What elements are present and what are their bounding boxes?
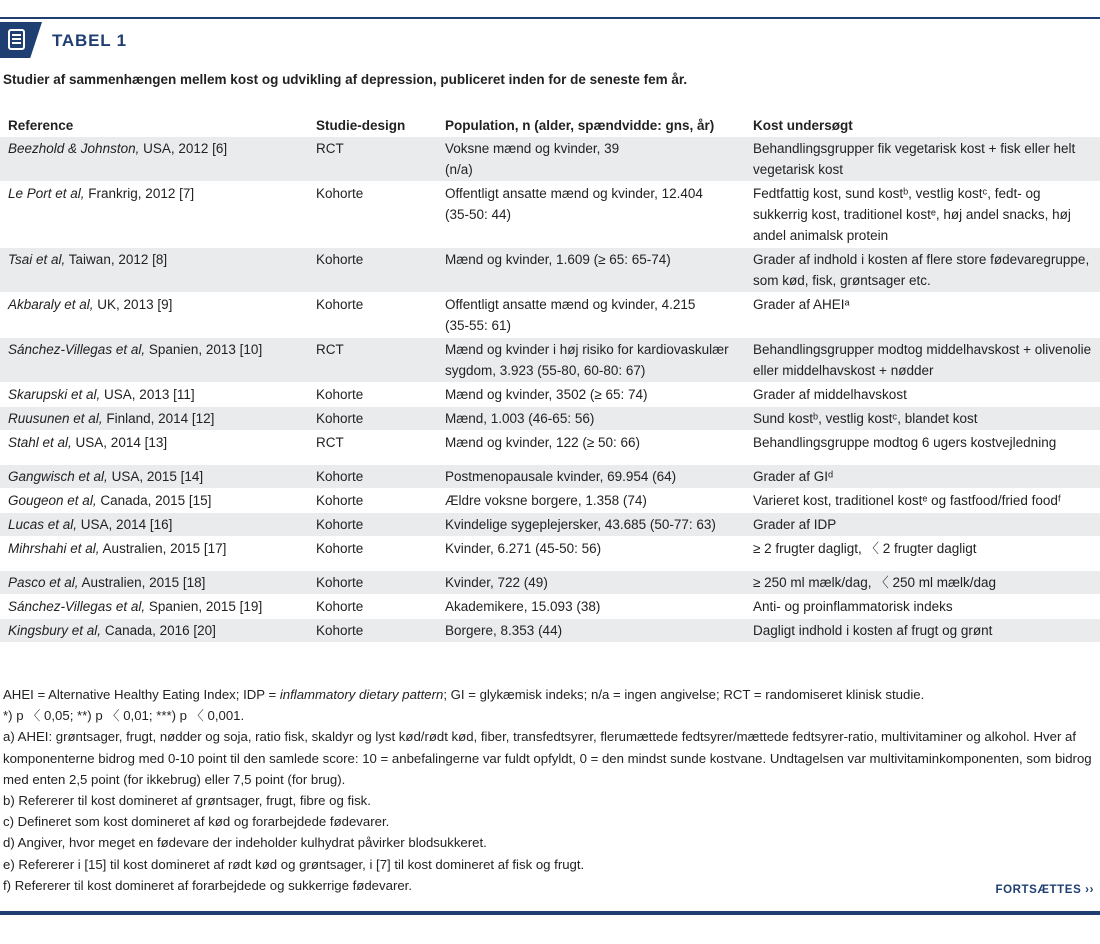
cell-reference xyxy=(0,248,308,293)
cell-reference xyxy=(0,338,308,383)
reference-authors: Skarupski et al, xyxy=(8,387,101,402)
reference-source: Australien, 2015 [17] xyxy=(99,541,227,556)
reference-authors: Sánchez-Villegas et al, xyxy=(8,342,146,357)
study-table xyxy=(0,112,1100,642)
reference-source: USA, 2015 [14] xyxy=(107,469,204,484)
study-table-wrapper xyxy=(0,112,1100,642)
cell-design: Kohorte xyxy=(308,513,437,537)
column-header-design: Studie-design xyxy=(316,118,406,133)
top-rule xyxy=(0,17,1100,19)
cell-population: Offentligt ansatte mænd og kvinder, 4.215 (35-55: 61) xyxy=(437,293,745,338)
table-row xyxy=(0,407,1100,431)
cell-population: Mænd, 1.003 (46-65: 56) xyxy=(437,407,745,431)
table-header-row xyxy=(0,112,1100,137)
cell-diet: ≥ 250 ml mælk/dag, 〈 250 ml mælk/dag xyxy=(745,571,1100,595)
column-header-population: Population, n (alder, spændvidde: gns, år) xyxy=(445,118,715,133)
reference-authors: Gangwisch et al, xyxy=(8,469,108,484)
cell-population: Borgere, 8.353 (44) xyxy=(437,619,745,643)
cell-reference xyxy=(0,137,308,182)
reference-authors: Tsai et al, xyxy=(8,252,66,267)
cell-diet: Grader af GIᵈ xyxy=(745,465,1100,489)
cell-population: Kvinder, 722 (49) xyxy=(437,571,745,595)
cell-reference xyxy=(0,513,308,537)
table-label: TABEL 1 xyxy=(52,31,127,50)
cell-diet: Varieret kost, traditionel kostᵉ og fastfood/fried foodᶠ xyxy=(745,489,1100,513)
cell-reference xyxy=(0,571,308,595)
reference-authors: Beezhold & Johnston, xyxy=(8,141,140,156)
footnote-c: c) Defineret som kost domineret af kød og forarbejdede fødevarer. xyxy=(3,814,390,830)
table-row xyxy=(0,489,1100,513)
cell-design: RCT xyxy=(308,338,437,383)
cell-design: RCT xyxy=(308,137,437,182)
reference-authors: Gougeon et al, xyxy=(8,493,97,508)
reference-authors: Pasco et al, xyxy=(8,575,79,590)
reference-source: Canada, 2015 [15] xyxy=(96,493,212,508)
cell-design: Kohorte xyxy=(308,407,437,431)
table-row xyxy=(0,571,1100,595)
cell-design: Kohorte xyxy=(308,182,437,248)
cell-design: Kohorte xyxy=(308,465,437,489)
footnote-d: d) Angiver, hvor meget en fødevare der indeholder kulhydrat påvirker blodsukkeret. xyxy=(3,835,487,851)
cell-population: Offentligt ansatte mænd og kvinder, 12.404 (35-50: 44) xyxy=(437,182,745,248)
cell-design: Kohorte xyxy=(308,571,437,595)
footnote-f: f) Refererer til kost domineret af forarbejdede og sukkerrige fødevarer. xyxy=(3,877,412,893)
cell-design: Kohorte xyxy=(308,293,437,338)
reference-source: Spanien, 2013 [10] xyxy=(145,342,263,357)
reference-authors: Stahl et al, xyxy=(8,435,72,450)
reference-source: USA, 2012 [6] xyxy=(139,141,228,156)
reference-source: Taiwan, 2012 [8] xyxy=(65,252,168,267)
cell-reference xyxy=(0,465,308,489)
footnote-abbreviations: AHEI = Alternative Healthy Eating Index; IDP = inflammatory dietary pattern; GI = glykæmisk indeks; n/a = ingen angivelse; RCT = randomiseret klinisk studie. xyxy=(3,687,925,702)
cell-design: Kohorte xyxy=(308,595,437,619)
continue-link[interactable]: FORTSÆTTES ›› xyxy=(995,884,1094,896)
cell-diet: Behandlingsgruppe modtog 6 ugers kostvejledning xyxy=(745,431,1100,465)
cell-population: Voksne mænd og kvinder, 39 (n/a) xyxy=(437,137,745,182)
cell-diet: ≥ 2 frugter dagligt, 〈 2 frugter dagligt xyxy=(745,537,1100,571)
cell-reference xyxy=(0,407,308,431)
table-row xyxy=(0,465,1100,489)
column-header-reference: Reference xyxy=(8,118,74,133)
table-body xyxy=(0,137,1100,643)
table-row xyxy=(0,248,1100,293)
cell-population: Mænd og kvinder, 122 (≥ 50: 66) xyxy=(437,431,745,465)
table-caption: Studier af sammenhængen mellem kost og udvikling af depression, publiceret inden for de seneste fem år. xyxy=(3,72,688,87)
column-header-diet: Kost undersøgt xyxy=(753,118,853,133)
cell-population: Postmenopausale kvinder, 69.954 (64) xyxy=(437,465,745,489)
cell-diet: Dagligt indhold i kosten af frugt og grønt xyxy=(745,619,1100,643)
reference-source: Australien, 2015 [18] xyxy=(78,575,206,590)
reference-source: Frankrig, 2012 [7] xyxy=(84,186,195,201)
cell-diet: Sund kostᵇ, vestlig kostᶜ, blandet kost xyxy=(745,407,1100,431)
cell-reference xyxy=(0,537,308,571)
table-row xyxy=(0,182,1100,248)
reference-authors: Kingsbury et al, xyxy=(8,623,102,638)
table-row xyxy=(0,619,1100,643)
table-icon-tab xyxy=(0,22,42,58)
cell-population: Mænd og kvinder i høj risiko for kardiovaskulær sygdom, 3.923 (55-80, 60-80: 67) xyxy=(437,338,745,383)
cell-population: Mænd og kvinder, 1.609 (≥ 65: 65-74) xyxy=(437,248,745,293)
cell-population: Ældre voksne borgere, 1.358 (74) xyxy=(437,489,745,513)
table-row xyxy=(0,595,1100,619)
cell-design: Kohorte xyxy=(308,383,437,407)
cell-population: Kvinder, 6.271 (45-50: 56) xyxy=(437,537,745,571)
reference-source: USA, 2014 [13] xyxy=(71,435,168,450)
cell-reference xyxy=(0,383,308,407)
cell-diet: Grader af middelhavskost xyxy=(745,383,1100,407)
cell-reference xyxy=(0,489,308,513)
bottom-rule xyxy=(0,911,1100,915)
cell-diet: Behandlingsgrupper modtog middelhavskost + olivenolie eller middelhavskost + nødder xyxy=(745,338,1100,383)
reference-authors: Lucas et al, xyxy=(8,517,78,532)
cell-design: Kohorte xyxy=(308,248,437,293)
cell-diet: Grader af AHEIᵃ xyxy=(745,293,1100,338)
footnote-a: a) AHEI: grøntsager, frugt, nødder og soja, ratio fisk, skaldyr og lyst kød/rødt kød, fiber, transfedtsyrer, flerumættede fedtsyrer/mættede fedtsyrer-ratio, multivitaminer og alkohol. Hver af komponenterne bidrog med 0-10 point til den samlede score: 10 = anbefalingerne var fuldt opfyldt, 0 = den mindst sunde kostvane. Undtagelsen var multivitaminkomponenten, som bidrog med enten 2,5 point (for ikkebrug) eller 7,5 point (for brug). xyxy=(3,729,1092,787)
cell-population: Akademikere, 15.093 (38) xyxy=(437,595,745,619)
cell-reference xyxy=(0,182,308,248)
reference-source: UK, 2013 [9] xyxy=(93,297,173,312)
reference-source: Spanien, 2015 [19] xyxy=(145,599,263,614)
reference-source: USA, 2013 [11] xyxy=(100,387,195,402)
table-row xyxy=(0,513,1100,537)
cell-diet: Grader af indhold i kosten af flere store fødevaregruppe, som kød, fisk, grøntsager etc. xyxy=(745,248,1100,293)
reference-authors: Le Port et al, xyxy=(8,186,85,201)
reference-authors: Sánchez-Villegas et al, xyxy=(8,599,146,614)
reference-source: Finland, 2014 [12] xyxy=(102,411,215,426)
footnote-b: b) Refererer til kost domineret af grøntsager, frugt, fibre og fisk. xyxy=(3,793,371,809)
cell-design: RCT xyxy=(308,431,437,465)
reference-source: USA, 2014 [16] xyxy=(77,517,173,532)
table-row xyxy=(0,293,1100,338)
reference-source: Canada, 2016 [20] xyxy=(101,623,216,638)
cell-design: Kohorte xyxy=(308,537,437,571)
cell-diet: Anti- og proinflammatorisk indeks xyxy=(745,595,1100,619)
cell-design: Kohorte xyxy=(308,489,437,513)
cell-diet: Behandlingsgrupper fik vegetarisk kost + fisk eller helt vegetarisk kost xyxy=(745,137,1100,182)
table-row xyxy=(0,137,1100,182)
footnote-e: e) Refererer i [15] til kost domineret af rødt kød og grøntsager, i [7] til kost domineret af fisk og frugt. xyxy=(3,856,585,872)
cell-diet: Grader af IDP xyxy=(745,513,1100,537)
table-footnotes xyxy=(3,684,1095,896)
footnote-significance: *) p 〈 0,05; **) p 〈 0,01; ***) p 〈 0,001. xyxy=(3,708,245,724)
document-icon xyxy=(8,29,28,51)
table-row xyxy=(0,431,1100,465)
cell-diet: Fedtfattig kost, sund kostᵇ, vestlig kostᶜ, fedt- og sukkerrig kost, traditionel kostᵉ, høj andel snacks, høj andel animalsk protein xyxy=(745,182,1100,248)
table-row xyxy=(0,338,1100,383)
reference-authors: Ruusunen et al, xyxy=(8,411,103,426)
cell-reference xyxy=(0,595,308,619)
table-row xyxy=(0,383,1100,407)
cell-reference xyxy=(0,293,308,338)
table-row xyxy=(0,537,1100,571)
reference-authors: Akbaraly et al, xyxy=(8,297,94,312)
cell-reference xyxy=(0,619,308,643)
cell-reference xyxy=(0,431,308,465)
cell-population: Mænd og kvinder, 3502 (≥ 65: 74) xyxy=(437,383,745,407)
cell-population: Kvindelige sygeplejersker, 43.685 (50-77: 63) xyxy=(437,513,745,537)
reference-authors: Mihrshahi et al, xyxy=(8,541,100,556)
cell-design: Kohorte xyxy=(308,619,437,643)
